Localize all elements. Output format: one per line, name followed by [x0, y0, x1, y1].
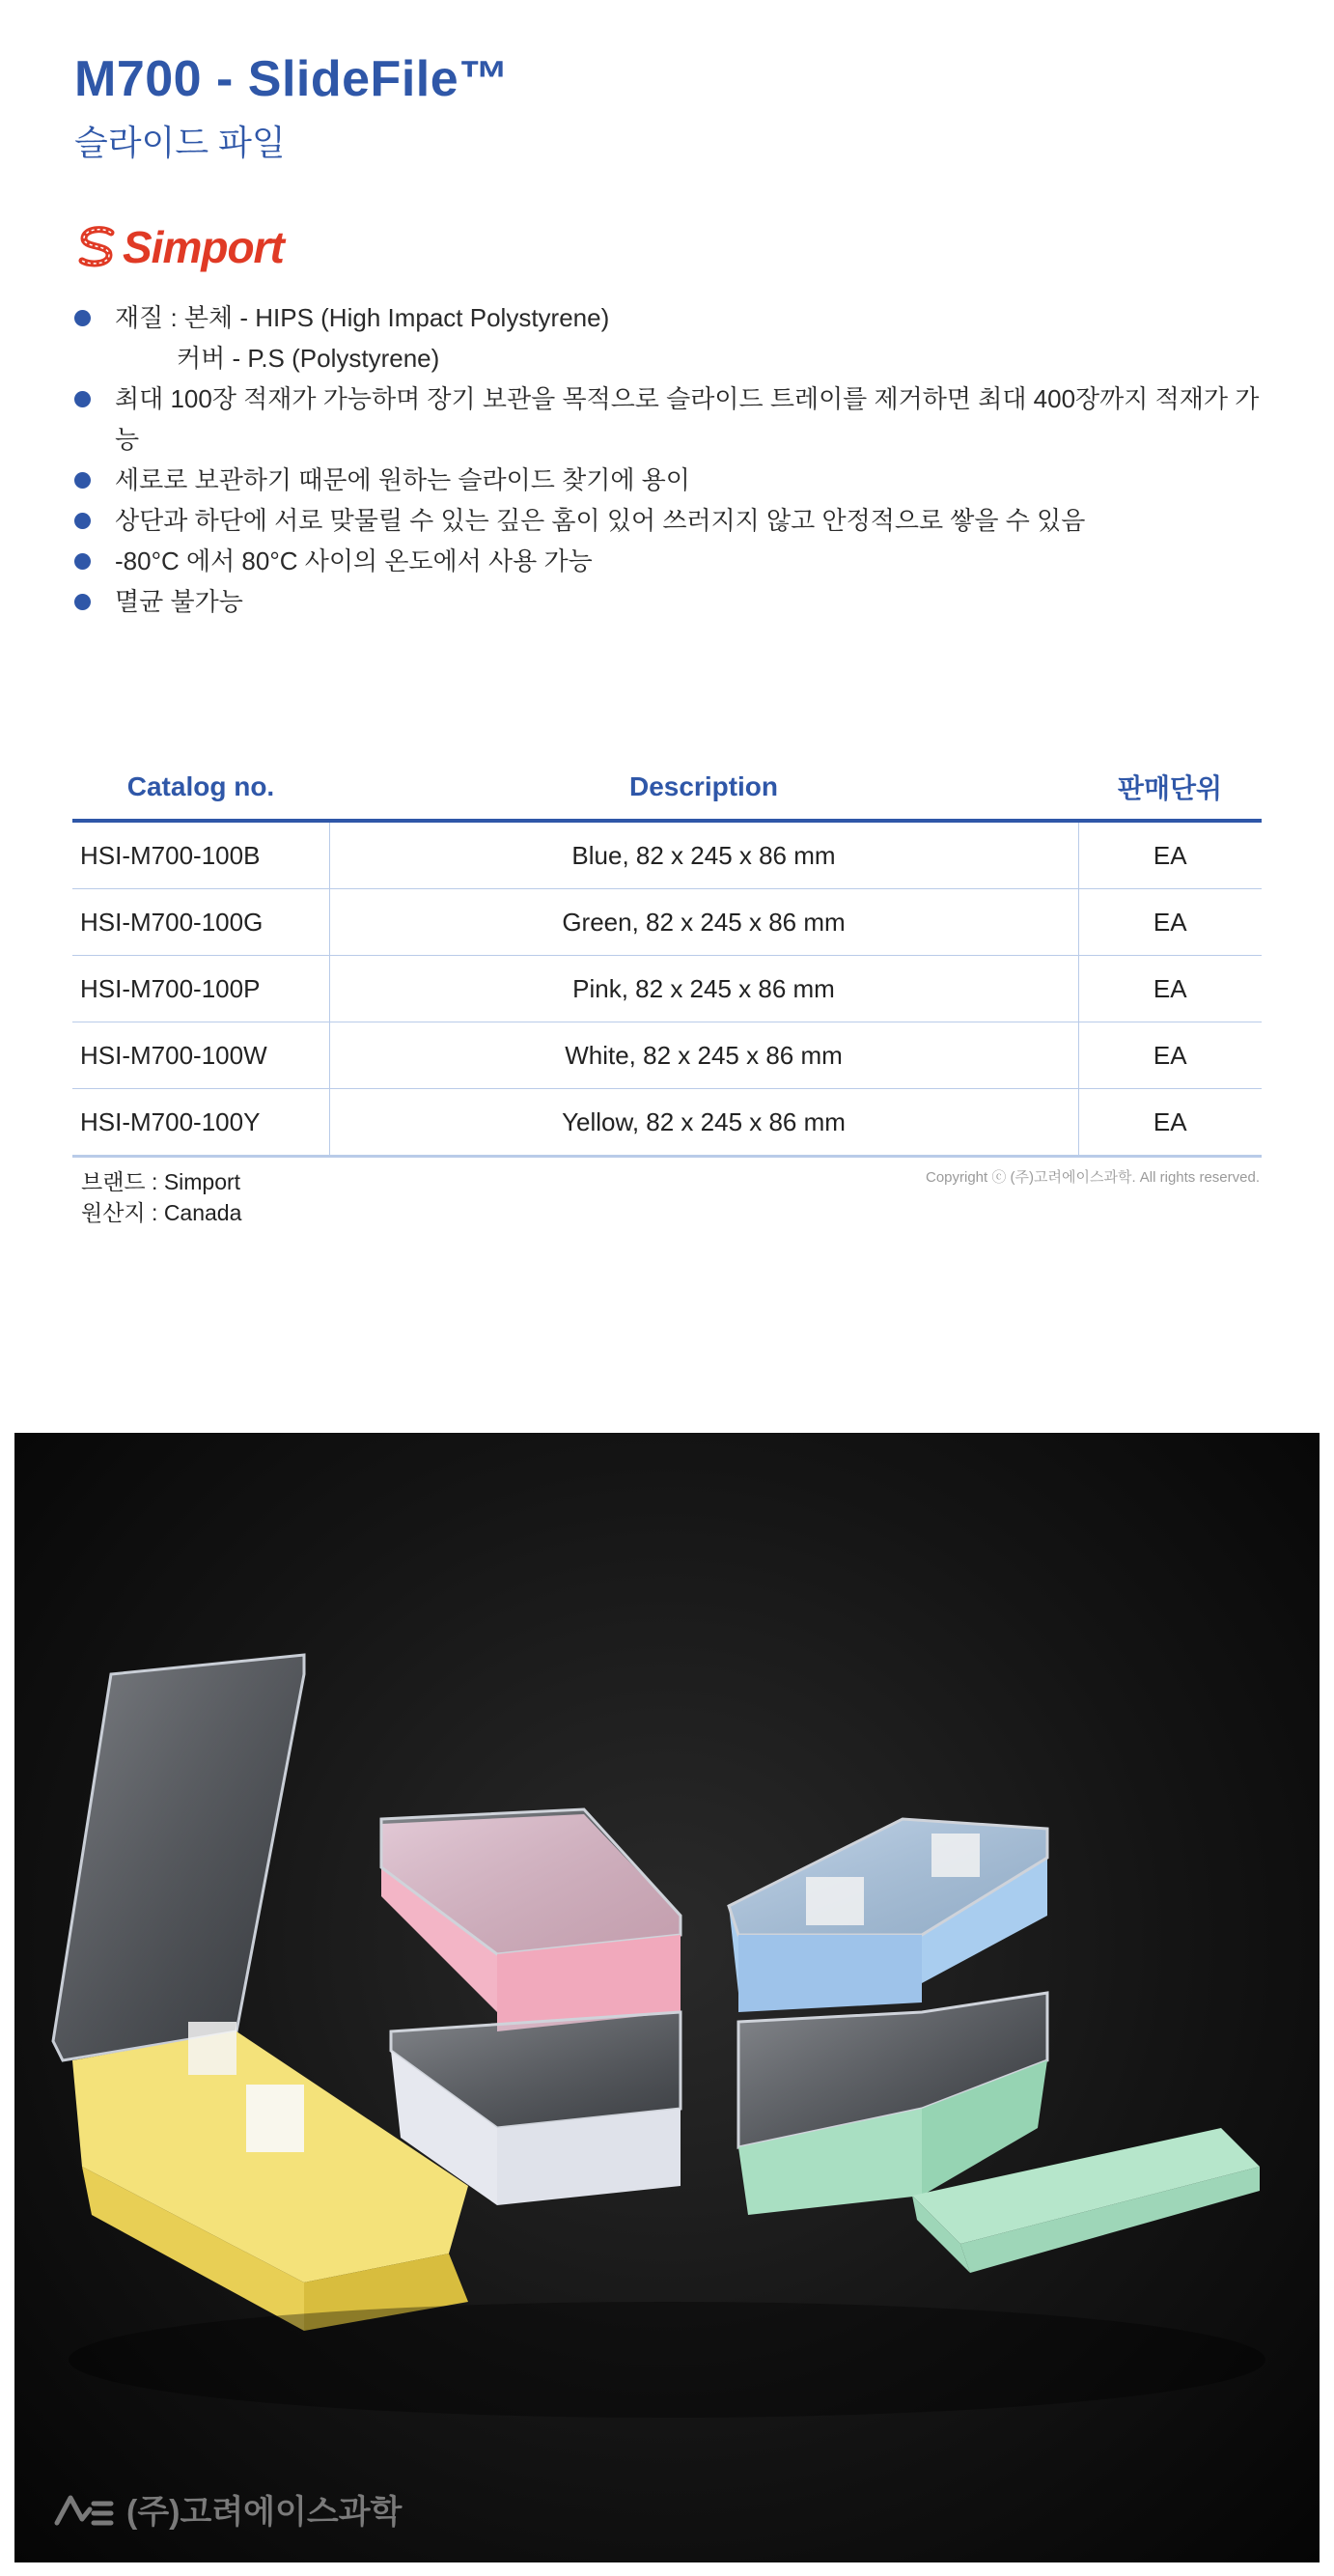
header-sales-unit: 판매단위 — [1078, 755, 1262, 821]
catalog-table — [72, 755, 1262, 1158]
cell-description: Blue, 82 x 245 x 86 mm — [329, 821, 1078, 889]
header-description: Description — [329, 755, 1078, 821]
blue-slidefile — [729, 1819, 1047, 2012]
feature-item-continuation: 커버 - P.S (Polystyrene) — [177, 344, 440, 373]
table-row — [72, 1089, 1262, 1157]
cell-unit: EA — [1078, 1022, 1262, 1089]
bullet-icon — [74, 513, 91, 529]
bullet-icon — [74, 553, 91, 570]
cell-catalog-no: HSI-M700-100G — [72, 889, 329, 956]
cell-unit: EA — [1078, 889, 1262, 956]
cell-description: White, 82 x 245 x 86 mm — [329, 1022, 1078, 1089]
cell-catalog-no: HSI-M700-100W — [72, 1022, 329, 1089]
page-title: M700 - SlideFile™ — [74, 51, 510, 107]
cell-description: Yellow, 82 x 245 x 86 mm — [329, 1089, 1078, 1157]
bullet-icon — [74, 594, 91, 610]
cell-catalog-no: HSI-M700-100Y — [72, 1089, 329, 1157]
origin-line: 원산지 : Canada — [81, 1200, 242, 1225]
product-photo — [14, 1433, 1320, 2562]
yellow-slidefile — [53, 1655, 468, 2331]
feature-item: -80°C 에서 80°C 사이의 온도에서 사용 가능 — [74, 541, 1271, 581]
origin-info — [81, 1166, 241, 1228]
company-watermark-text: (주)고려에이스과학 — [126, 2494, 403, 2531]
simport-logo — [74, 220, 284, 274]
feature-list — [74, 297, 1271, 622]
table-row — [72, 956, 1262, 1022]
feature-item: 재질 : 본체 - HIPS (High Impact Polystyrene) — [74, 297, 1271, 338]
bullet-icon — [74, 472, 91, 489]
cell-catalog-no: HSI-M700-100B — [72, 821, 329, 889]
copyright-notice: Copyright ⓒ (주)고려에이스과학. All rights reserved. — [926, 1169, 1260, 1186]
page-subtitle: 슬라이드 파일 — [74, 123, 286, 162]
feature-item: 최대 100장 적재가 가능하며 장기 보관을 목적으로 슬라이드 트레이를 제거하면 최대 400장까지 적재가 가능 — [74, 378, 1271, 460]
brand-line: 브랜드 : Simport — [81, 1169, 241, 1194]
header-catalog-no: Catalog no. — [72, 755, 329, 821]
slidefile-boxes-illustration — [14, 1433, 1320, 2562]
cell-description: Green, 82 x 245 x 86 mm — [329, 889, 1078, 956]
bullet-icon — [74, 310, 91, 326]
pink-slidefile — [381, 1809, 681, 2031]
feature-item: 세로로 보관하기 때문에 원하는 슬라이드 찾기에 용이 — [74, 460, 1271, 500]
feature-item: 멸균 불가능 — [74, 581, 1271, 622]
cell-description: Pink, 82 x 245 x 86 mm — [329, 956, 1078, 1022]
cell-catalog-no: HSI-M700-100P — [72, 956, 329, 1022]
cell-unit: EA — [1078, 1089, 1262, 1157]
cell-unit: EA — [1078, 821, 1262, 889]
table-row — [72, 1022, 1262, 1089]
company-logo-icon — [53, 2490, 115, 2529]
table-header-row — [72, 755, 1262, 821]
company-watermark — [53, 2485, 402, 2533]
bullet-icon — [74, 391, 91, 407]
simport-mark-icon — [74, 225, 119, 269]
simport-logo-text: Simport — [123, 222, 284, 272]
feature-item: 상단과 하단에 서로 맞물릴 수 있는 깊은 홈이 있어 쓰러지지 않고 안정적으로 쌓을 수 있음 — [74, 500, 1271, 541]
table-row — [72, 889, 1262, 956]
table-row — [72, 821, 1262, 889]
cell-unit: EA — [1078, 956, 1262, 1022]
